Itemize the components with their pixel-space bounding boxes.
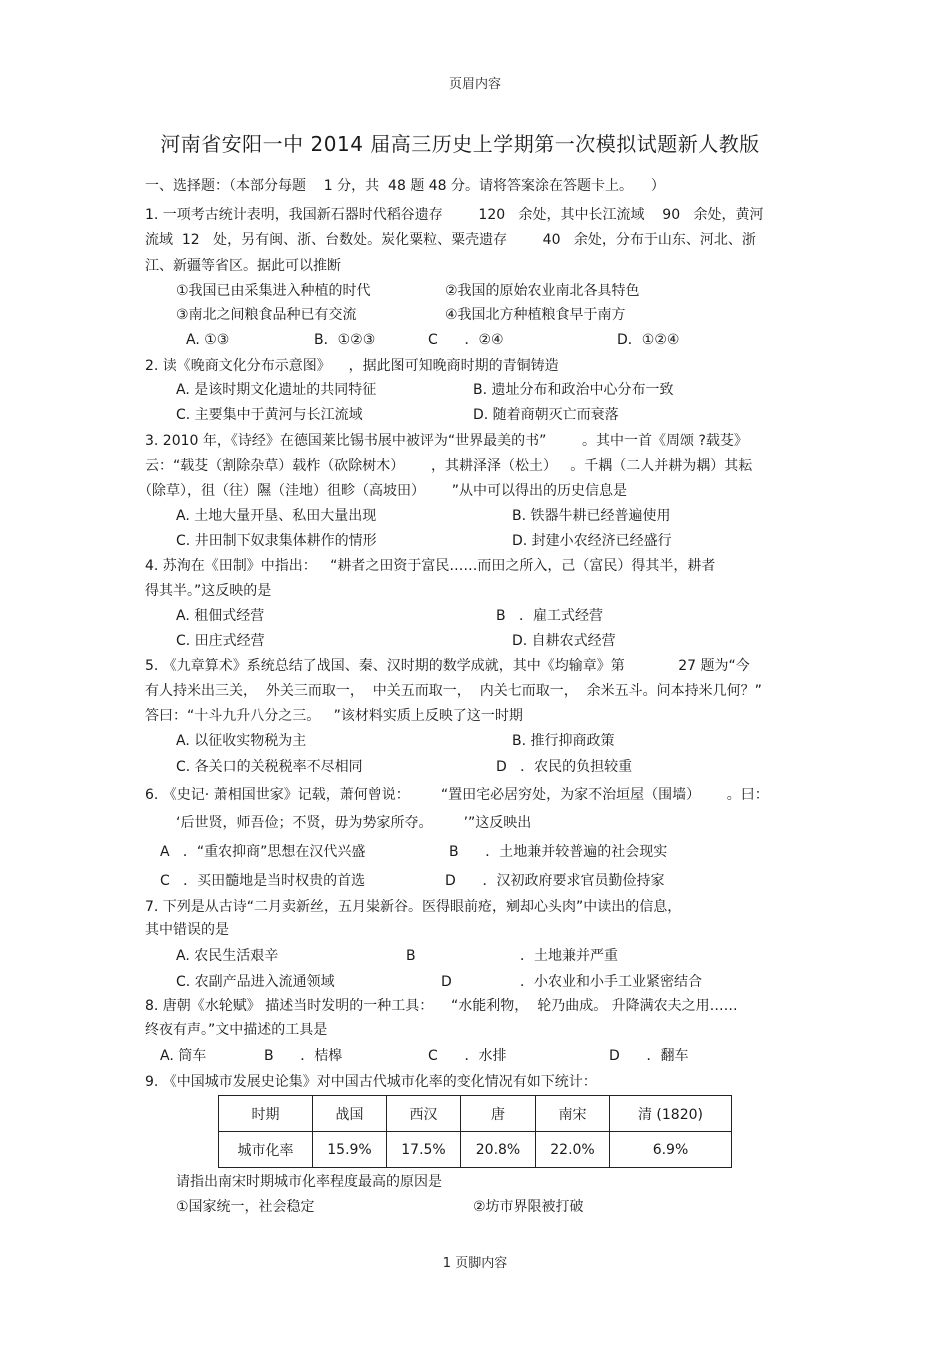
table-cell: 20.8% xyxy=(461,1132,536,1168)
q3-option-b: B. 铁器牛耕已经普遍使用 xyxy=(512,508,671,524)
q7-option-a: A. 农民生活艰辛 xyxy=(176,948,279,964)
q4-option-a: A. 租佃式经营 xyxy=(176,608,265,624)
table-header-row xyxy=(219,1096,732,1132)
q4-option-d: D. 自耕农式经营 xyxy=(512,633,616,649)
q6-option-a: A ．“重农抑商”思想在汉代兴盛 xyxy=(160,844,366,860)
q1-option-b: B．①②③ xyxy=(314,332,376,348)
q5-line-2: 有人持米出三关， 外关三而取一， 中关五而取一， 内关七而取一， 余米五斗。问本持米几何？” xyxy=(145,683,762,699)
table-header-cell: 南宋 xyxy=(536,1096,610,1132)
q9-line-1: 9. 《中国城市发展史论集》对中国古代城市化率的变化情况有如下统计： xyxy=(145,1074,597,1090)
q9-statement-2: ②坊市界限被打破 xyxy=(473,1199,584,1215)
q1-option-d: D．①②④ xyxy=(617,332,680,348)
q8-option-a: A. 筒车 xyxy=(160,1048,207,1064)
q1-statement-1: ①我国已由采集进入种植的时代 xyxy=(176,283,371,299)
q5-line-1: 5. 《九章算术》系统总结了战国、秦、汉时期的数学成就，其中《均输章》第 27 题为“今 xyxy=(145,658,750,674)
q6-line-2: ‘后世贤，师吾俭；不贤，毋为势家所夺。 ’”这反映出 xyxy=(176,815,532,831)
table-cell: 15.9% xyxy=(313,1132,387,1168)
q6-option-d: D ．汉初政府要求官员勤俭持家 xyxy=(445,873,665,889)
q8-option-b: B ．桔槔 xyxy=(264,1048,343,1064)
table-header-cell: 战国 xyxy=(313,1096,387,1132)
q7-option-c: C. 农副产品进入流通领域 xyxy=(176,974,335,990)
q3-option-d: D. 封建小农经济已经盛行 xyxy=(512,533,672,549)
q5-option-d: D ．农民的负担较重 xyxy=(496,759,633,775)
document-title: 河南省安阳一中 2014 届高三历史上学期第一次模拟试题新人教版 xyxy=(160,132,760,156)
q4-line-2: 得其半。”这反映的是 xyxy=(145,583,272,599)
q2-option-b: B. 遗址分布和政治中心分布一致 xyxy=(473,382,674,398)
q6-line-1: 6. 《史记· 萧相国世家》记载，萧何曾说： “置田宅必居穷处，为家不治垣屋（围墙） 。曰： xyxy=(145,787,769,803)
q7-line-1: 7. 下列是从古诗“二月卖新丝，五月粜新谷。医得眼前疮，剜却心头肉”中读出的信息， xyxy=(145,899,682,915)
table-header-cell: 清 (1820) xyxy=(610,1096,732,1132)
q4-option-c: C. 田庄式经营 xyxy=(176,633,265,649)
q1-statement-3: ③南北之间粮食品种已有交流 xyxy=(176,307,357,323)
q7-option-d-text: ．小农业和小手工业紧密结合 xyxy=(520,974,702,990)
q1-option-a: A. ①③ xyxy=(186,332,230,348)
q2-option-a: A. 是该时期文化遗址的共同特征 xyxy=(176,382,377,398)
table-cell: 17.5% xyxy=(387,1132,461,1168)
q4-line-1: 4. 苏洵在《田制》中指出： “耕者之田资于富民……而田之所入，己（富民）得其半，耕者 xyxy=(145,558,716,574)
table-header-cell: 唐 xyxy=(461,1096,536,1132)
q7-option-b-text: ．土地兼并严重 xyxy=(520,948,618,964)
page-footer: 1 页脚内容 xyxy=(442,1256,508,1271)
q1-statement-4: ④我国北方种植粮食早于南方 xyxy=(445,307,626,323)
table-cell: 6.9% xyxy=(610,1132,732,1168)
table-cell: 城市化率 xyxy=(219,1132,313,1168)
q1-option-c: C ．②④ xyxy=(428,332,504,348)
q5-option-c: C. 各关口的关税税率不尽相同 xyxy=(176,759,363,775)
q4-option-b: B ．雇工式经营 xyxy=(496,608,603,624)
q6-option-b: B ．土地兼并较普遍的社会现实 xyxy=(449,844,668,860)
table-header-cell: 时期 xyxy=(219,1096,313,1132)
q2-option-c: C. 主要集中于黄河与长江流域 xyxy=(176,407,363,423)
urbanization-table xyxy=(218,1095,732,1168)
q5-option-a: A. 以征收实物税为主 xyxy=(176,733,307,749)
q5-line-3: 答曰：“十斗九升八分之三。 ”该材料实质上反映了这一时期 xyxy=(145,708,523,724)
q9-prompt: 请指出南宋时期城市化率程度最高的原因是 xyxy=(176,1174,442,1190)
q8-line-1: 8. 唐朝《水轮赋》 描述当时发明的一种工具： “水能利物， 轮乃曲成。 升降满农夫之用…… xyxy=(145,998,738,1014)
table-header-cell: 西汉 xyxy=(387,1096,461,1132)
q7-option-b-letter: B xyxy=(406,948,416,964)
table-cell: 22.0% xyxy=(536,1132,610,1168)
q8-option-d: D ．翻车 xyxy=(609,1048,689,1064)
q3-line-3: （除草），徂（往）隰（洼地）徂畛（高坡田） ”从中可以得出的历史信息是 xyxy=(138,483,627,499)
q7-line-2: 其中错误的是 xyxy=(145,922,229,938)
q3-line-1: 3. 2010 年，《诗经》在德国莱比锡书展中被评为“世界最美的书” 。其中一首《周颂 ?载芟》 xyxy=(145,433,748,449)
q9-statement-1: ①国家统一，社会稳定 xyxy=(176,1199,315,1215)
q1-line-2: 流域 12 处，另有闽、浙、台数处。炭化粟粒、粟壳遗存 40 余处，分布于山东、河北、浙 xyxy=(145,232,756,248)
q3-option-c: C. 井田制下奴隶集体耕作的情形 xyxy=(176,533,377,549)
q2-line-1: 2. 读《晚商文化分布示意图》 ，据此图可知晚商时期的青铜铸造 xyxy=(145,358,559,374)
q7-option-d-letter: D xyxy=(441,974,452,990)
q6-option-c: C ．买田髓地是当时权贵的首选 xyxy=(160,873,366,889)
q2-option-d: D. 随着商朝灭亡而衰落 xyxy=(473,407,619,423)
q1-statement-2: ②我国的原始农业南北各具特色 xyxy=(445,283,640,299)
q3-line-2: 云：“载芟（割除杂草）载柞（砍除树木） ，其耕泽泽（松土） 。千耦（二人并耕为耦）其耘 xyxy=(145,458,753,474)
table-row xyxy=(219,1132,732,1168)
page-header: 页眉内容 xyxy=(448,77,501,92)
q8-option-c: C ．水排 xyxy=(428,1048,507,1064)
section-heading: 一、选择题：（本部分每题 1 分，共 48 题 48 分。请将答案涂在答题卡上。 ） xyxy=(145,178,665,194)
q1-line-1: 1. 一项考古统计表明，我国新石器时代稻谷遗存 120 余处，其中长江流域 90 余处，黄河 xyxy=(145,207,764,223)
q3-option-a: A. 土地大量开垦、私田大量出现 xyxy=(176,508,377,524)
q8-line-2: 终夜有声。”文中描述的工具是 xyxy=(145,1022,328,1038)
q5-option-b: B. 推行抑商政策 xyxy=(512,733,615,749)
q1-line-3: 江、新疆等省区。据此可以推断 xyxy=(145,258,341,274)
